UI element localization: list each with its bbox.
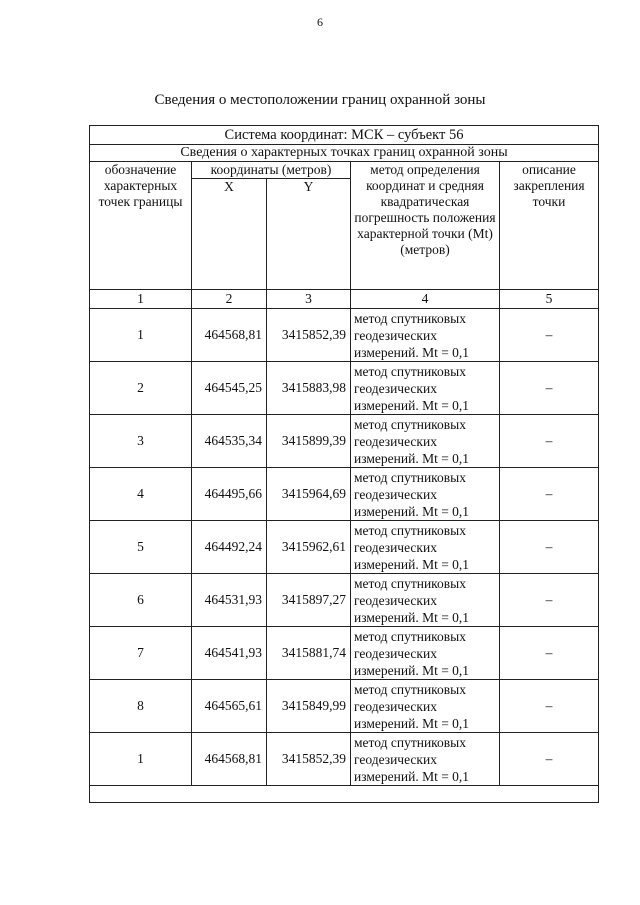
table-row [90,309,599,362]
description-cell: – [500,627,599,680]
point-cell: 1 [90,733,192,786]
column-number-3: 3 [267,290,351,309]
y-coordinate-cell: 3415881,74 [267,627,351,680]
method-cell: метод спутниковых геодезических измерений. Mt = 0,1 [351,627,500,680]
y-coordinate-cell: 3415897,27 [267,574,351,627]
method-cell: метод спутниковых геодезических измерений. Mt = 0,1 [351,468,500,521]
point-cell: 5 [90,521,192,574]
y-coordinate-cell: 3415852,39 [267,309,351,362]
description-cell: – [500,362,599,415]
points-info-label: Сведения о характерных точках границ охранной зоны [90,145,599,162]
table-row [90,362,599,415]
x-coordinate-cell: 464545,25 [192,362,267,415]
point-cell: 6 [90,574,192,627]
x-coordinate-cell: 464492,24 [192,521,267,574]
method-cell: метод спутниковых геодезических измерений. Mt = 0,1 [351,309,500,362]
point-cell: 8 [90,680,192,733]
x-coordinate-cell: 464535,34 [192,415,267,468]
method-cell: метод спутниковых геодезических измерений. Mt = 0,1 [351,574,500,627]
point-cell: 1 [90,309,192,362]
coordinate-system-label: Система координат: МСК – субъект 56 [90,126,599,145]
header-designation: обозначение характерных точек границы [90,162,192,290]
boundary-points-table [89,125,599,803]
point-cell: 4 [90,468,192,521]
column-number-2: 2 [192,290,267,309]
y-coordinate-cell: 3415852,39 [267,733,351,786]
description-cell: – [500,733,599,786]
header-coordinates: координаты (метров) [192,162,351,179]
y-coordinate-cell: 3415849,99 [267,680,351,733]
description-cell: – [500,574,599,627]
method-cell: метод спутниковых геодезических измерений. Mt = 0,1 [351,521,500,574]
point-cell: 3 [90,415,192,468]
document-title: Сведения о местоположении границ охранной зоны [154,92,486,108]
header-description: описание закрепления точки [500,162,599,290]
x-coordinate-cell: 464495,66 [192,468,267,521]
column-number-1: 1 [90,290,192,309]
empty-cell [90,786,599,803]
description-cell: – [500,415,599,468]
table-row [90,468,599,521]
column-number-5: 5 [500,290,599,309]
method-cell: метод спутниковых геодезических измерений. Mt = 0,1 [351,680,500,733]
x-coordinate-cell: 464565,61 [192,680,267,733]
table-row [90,415,599,468]
point-cell: 7 [90,627,192,680]
y-coordinate-cell: 3415962,61 [267,521,351,574]
x-coordinate-cell: 464568,81 [192,733,267,786]
point-cell: 2 [90,362,192,415]
header-method: метод определения координат и средняя квадратическая погрешность положения характерной точки (Mt) (метров) [351,162,500,290]
page-number: 6 [317,15,323,29]
x-coordinate-cell: 464568,81 [192,309,267,362]
description-cell: – [500,468,599,521]
y-coordinate-cell: 3415883,98 [267,362,351,415]
description-cell: – [500,521,599,574]
header-y: Y [267,179,351,290]
description-cell: – [500,309,599,362]
description-cell: – [500,680,599,733]
table-row [90,521,599,574]
table-row [90,680,599,733]
column-number-4: 4 [351,290,500,309]
y-coordinate-cell: 3415964,69 [267,468,351,521]
method-cell: метод спутниковых геодезических измерений. Mt = 0,1 [351,733,500,786]
method-cell: метод спутниковых геодезических измерений. Mt = 0,1 [351,362,500,415]
table-row [90,627,599,680]
empty-row [90,786,599,803]
header-x: X [192,179,267,290]
x-coordinate-cell: 464531,93 [192,574,267,627]
method-cell: метод спутниковых геодезических измерений. Mt = 0,1 [351,415,500,468]
table-row [90,733,599,786]
table-row [90,574,599,627]
y-coordinate-cell: 3415899,39 [267,415,351,468]
x-coordinate-cell: 464541,93 [192,627,267,680]
